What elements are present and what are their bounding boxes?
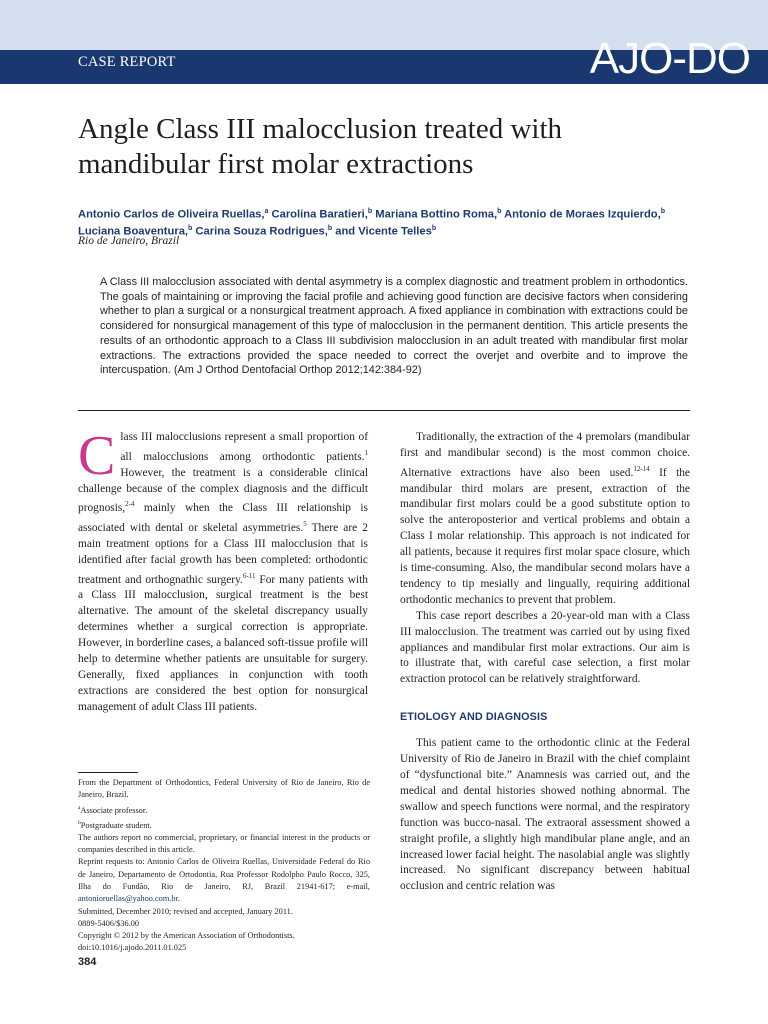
body-column-left [78, 425, 368, 716]
footnote-text: Postgraduate student. [80, 820, 152, 830]
body-paragraph: This case report describes a 20-year-old man with a Class III malocclusion. The treatment was carried out by using fixed appliances and mandibular first molar extractions. Our aim is to illustrate that, with careful case selection, a first molar extraction protocol can be relatively straightforward. [400, 609, 690, 686]
body-text: There are 2 main treatment options for a Class III malocclusion that is identified after facial growth has been completed: orthodontic treatment and orthognathic surgery. [78, 521, 368, 586]
citation-sup: 1 [364, 448, 368, 457]
body-text: mainly when the Class III relationship is associated with dental or skeletal asymmetries. [78, 502, 368, 534]
body-text: However, the treatment is a considerable clinical challenge because of the complex diagnosis and the difficult prognosis, [78, 466, 368, 515]
section-label: CASE REPORT [78, 54, 176, 70]
author-name: Mariana Bottino Roma, [372, 208, 498, 221]
body-paragraph [400, 430, 690, 609]
email-link[interactable]: antonioruellas@yahoo.com.br [78, 894, 178, 904]
author-sup: b [327, 225, 333, 233]
abstract-divider [78, 410, 690, 411]
citation-sup: 2-4 [125, 500, 135, 509]
footnotes [78, 777, 370, 955]
affiliation: Rio de Janeiro, Brazil [78, 235, 180, 247]
author-name: Carolina Baratieri, [268, 208, 368, 221]
author-sup: b [497, 208, 502, 215]
footnote-b [78, 817, 370, 832]
body-text: For many patients with a Class III malocclusion, surgical treatment is the best alternative. The amount of the skeletal discrepancy usually determines whether a surgical correction is appropriate. However, in borderline cases, a balanced soft-tissue profile will help to determine whether patients are unsuitable for surgery. Generally, fixed appliances in conjunction with tooth extractions are considered the best option for nonsurgical management of adult Class III patients. [78, 573, 368, 713]
author-name: Antonio Carlos de Oliveira Ruellas, [78, 208, 265, 221]
footnote-doi: doi:10.1016/j.ajodo.2011.01.025 [78, 943, 187, 953]
footnote-affiliation: From the Department of Orthodontics, Federal University of Rio de Janeiro, Rio de Janeiro, Brazil. [78, 778, 370, 800]
footnote-a [78, 802, 370, 817]
footnote-divider [78, 772, 138, 773]
body-text: If the mandibular third molars are present, extraction of the mandibular first molars could be a good substitute option to solve the anteroposterior and vertical problems and obtain a Class I molar relationship. This approach is not indicated for all patients, because it requires first molar space closure, which is time-consuming. Also, the mandibular second molars have a tendency to tip mesially and lingually, requiring additional orthodontic mechanics to prevent that problem. [400, 466, 690, 606]
body-text: Traditionally, the extraction of the 4 premolars (mandibular first and mandibular second) is the most common choice. Alternative extractions have also been used. [400, 431, 690, 479]
journal-logo: AJO-DO [589, 34, 750, 83]
footnote-conflict: The authors report no commercial, proprietary, or financial interest in the products or companies described in this article. [78, 832, 370, 855]
author-sup: b [188, 225, 193, 233]
author-sup: a [264, 208, 269, 215]
footnote-copyright: Copyright © 2012 by the American Association of Orthodontists. [78, 931, 295, 941]
author-sup: b [660, 208, 666, 215]
body-paragraph [78, 425, 368, 716]
article-title: Angle Class III malocclusion treated with mandibular first molar extractions [78, 113, 563, 180]
body-text: lass III malocclusions represent a small proportion of all malocclusions among orthodontic patients. [120, 431, 368, 463]
author-sup: b [431, 225, 437, 233]
footnote-submitted: Submitted, December 2010; revised and accepted, January 2011. [78, 906, 293, 916]
footnote-sup: a [78, 804, 81, 811]
author-name: Antonio de Moraes Izquierdo, [501, 208, 661, 221]
body-paragraph: This patient came to the orthodontic clinic at the Federal University of Rio de Janeiro in Brazil with the chief complaint of “dysfunctional bite.” Anamnesis was carried out, and the medical and dental histories showed nothing abnormal. The swallow and speech functions were normal, and the respiratory function was bucco-nasal. The extraoral assessment showed a straight profile, a slightly high mandibular plane angle, and an increased lower facial height. The nasolabial angle was slightly increased. No significant discrepancy between habitual occlusion and centric relation was [400, 737, 690, 893]
body-column-right [400, 430, 690, 895]
citation-sup: 12-14 [633, 464, 650, 473]
footnote-text: . [177, 894, 180, 904]
footnote-issn: 0889-5406/$36.00 [78, 918, 140, 928]
footnote-sup: b [78, 819, 81, 826]
footnote-text: Associate professor. [80, 805, 148, 815]
author-sup: b [367, 208, 373, 215]
footnote-reprint [78, 856, 370, 905]
author-name: and Vicente Telles [332, 225, 432, 238]
abstract: A Class III malocclusion associated with dental asymmetry is a complex diagnostic and treatment problem in orthodontics. The goals of maintaining or improving the facial profile and achieving good function are decisive factors when considering whether to plan a surgical or a nonsurgical treatment approach. A fixed appliance in combination with extractions could be considered for nonsurgical management of this type of malocclusion in the permanent dentition. This article presents the results of an orthodontic approach to a Class III subdivision malocclusion in an adult treated with mandibular first molar extractions. The extractions provided the space needed to correct the overjet and overbite and to improve the intercuspation. (Am J Orthod Dentofacial Orthop 2012;142:384-92) [100, 276, 688, 377]
footnote-text: Reprint requests to: Antonio Carlos de Oliveira Ruellas, Universidade Federal do Rio de Janeiro, Departamento de Ortodontia, Rua Professor Rodolpho Paulo Rocco, 325, Ilha do Fundão, Rio de Janeiro, RJ, Brazil 21941-617; e-mail, [78, 857, 370, 891]
citation-sup: 6-11 [242, 571, 256, 580]
page-number: 384 [78, 956, 97, 968]
author-name: Carina Souza Rodrigues, [192, 225, 328, 238]
section-heading: ETIOLOGY AND DIAGNOSIS [400, 711, 548, 724]
author-name: Luciana Boaventura, [78, 225, 189, 238]
citation-sup: 5 [303, 520, 307, 529]
drop-cap: C [78, 425, 116, 487]
